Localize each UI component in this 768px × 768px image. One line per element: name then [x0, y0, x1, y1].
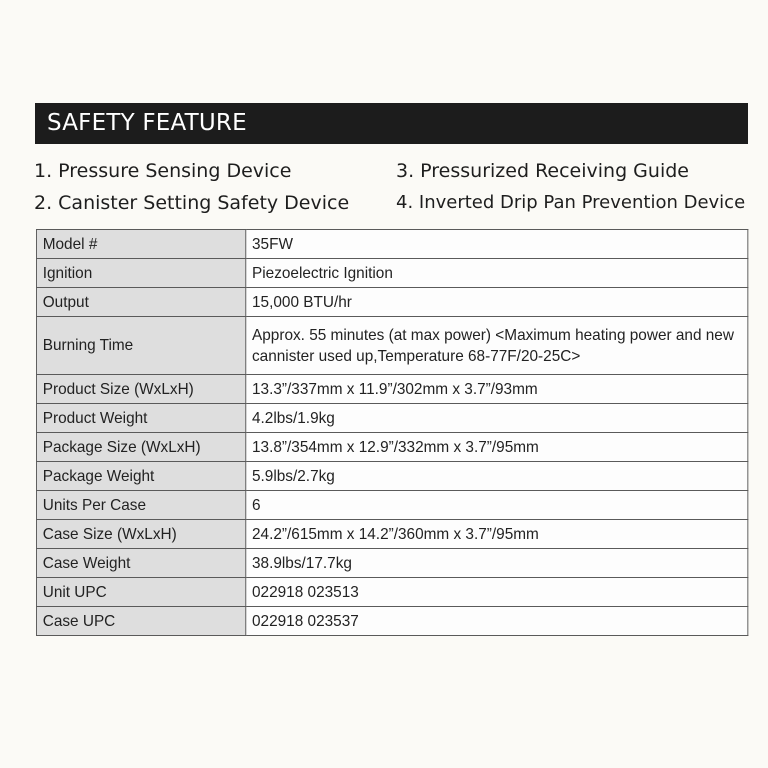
spec-label: Product Weight — [36, 404, 245, 433]
table-row — [36, 462, 747, 491]
spec-value: 13.8”/354mm x 12.9”/332mm x 3.7”/95mm — [246, 433, 748, 462]
table-row — [36, 578, 747, 607]
spec-value: 6 — [246, 491, 748, 520]
table-row — [36, 404, 747, 433]
table-row — [36, 288, 747, 317]
spec-value: 13.3”/337mm x 11.9”/302mm x 3.7”/93mm — [246, 375, 748, 404]
spec-value: 5.9lbs/2.7kg — [246, 462, 748, 491]
table-row — [36, 317, 747, 375]
feature-item-3: 3. Pressurized Receiving Guide — [396, 160, 689, 182]
spec-label: Burning Time — [36, 317, 245, 375]
table-row — [36, 230, 747, 259]
table-row — [36, 491, 747, 520]
spec-table — [36, 229, 748, 636]
spec-label: Package Size (WxLxH) — [36, 433, 245, 462]
table-row — [36, 549, 747, 578]
spec-label: Unit UPC — [36, 578, 245, 607]
spec-value: Approx. 55 minutes (at max power) <Maximum heating power and new cannister used up,Temperature 68-77F/20-25C> — [246, 317, 748, 375]
spec-value: 022918 023513 — [246, 578, 748, 607]
spec-label: Units Per Case — [36, 491, 245, 520]
spec-label: Case UPC — [36, 607, 245, 636]
spec-label: Product Size (WxLxH) — [36, 375, 245, 404]
feature-item-4: 4. Inverted Drip Pan Prevention Device — [396, 192, 746, 213]
spec-value: 24.2”/615mm x 14.2”/360mm x 3.7”/95mm — [246, 520, 748, 549]
table-row — [36, 433, 747, 462]
spec-label: Package Weight — [36, 462, 245, 491]
spec-value: 4.2lbs/1.9kg — [246, 404, 748, 433]
spec-label: Ignition — [36, 259, 245, 288]
table-row — [36, 607, 747, 636]
spec-label: Case Weight — [36, 549, 245, 578]
section-header: SAFETY FEATURE — [35, 103, 748, 144]
table-row — [36, 259, 747, 288]
spec-value: 022918 023537 — [246, 607, 748, 636]
spec-value: 38.9lbs/17.7kg — [246, 549, 748, 578]
feature-item-1: 1. Pressure Sensing Device — [34, 160, 292, 182]
spec-label: Case Size (WxLxH) — [36, 520, 245, 549]
feature-item-2: 2. Canister Setting Safety Device — [34, 192, 350, 214]
table-row — [36, 520, 747, 549]
spec-value: 15,000 BTU/hr — [246, 288, 748, 317]
spec-label: Model # — [36, 230, 245, 259]
spec-value: 35FW — [246, 230, 748, 259]
spec-value: Piezoelectric Ignition — [246, 259, 748, 288]
spec-label: Output — [36, 288, 245, 317]
table-row — [36, 375, 747, 404]
